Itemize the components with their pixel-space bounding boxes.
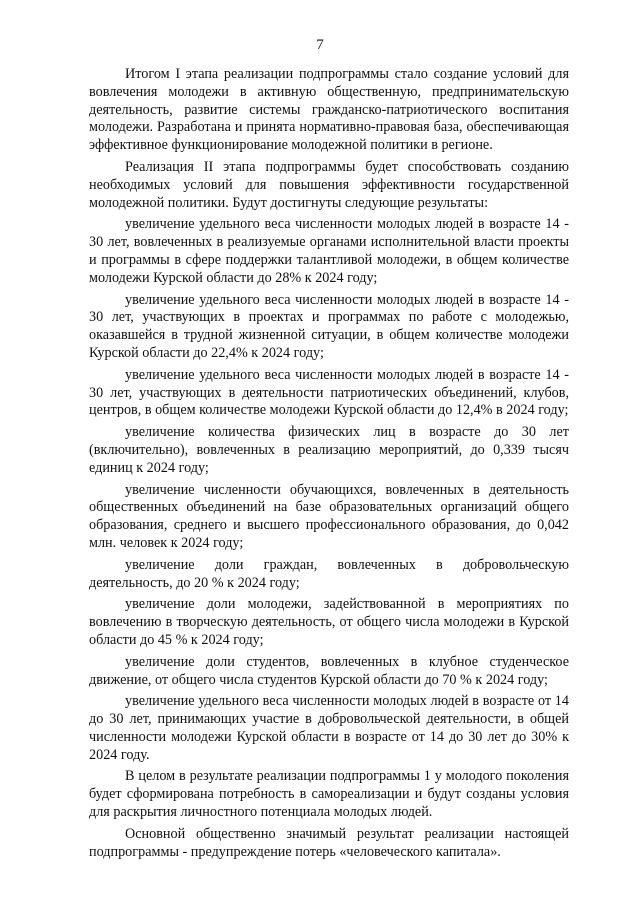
result-item-student-clubs: увеличение доли студентов, вовлеченных в клубное студенческое движение, от общего числа студентов Курской области до 70 % к 2024 году; xyxy=(89,653,569,688)
paragraph-main-result: Основной общественно значимый результат реализации настоящей подпрограммы - предупреждение потерь «человеческого капитала». xyxy=(89,825,569,860)
page-number: 7 xyxy=(316,37,324,53)
result-item-talented-youth: увеличение удельного веса численности молодых людей в возрасте 14 - 30 лет, вовлеченных в реализуемые органами исполнительной власти проекты и программы в сфере поддержки талантливой молодежи, в общем количестве молодежи Курской области до 28% к 2024 году; xyxy=(89,216,569,286)
paragraph-summary-stage-1: Итогом I этапа реализации подпрограммы стало создание условий для вовлечения молодежи в активную общественную, предпринимательскую деятельность, развитие системы гражданско-патриотического воспитания молодежи. Разработана и принята нормативно-правовая база, обеспечивающая эффективное функционирование молодежной политики в регионе. xyxy=(89,66,569,154)
paragraph-overall-result: В целом в результате реализации подпрограммы 1 у молодого поколения будет сформирована потребность в самореализации и будут созданы условия для раскрытия личностного потенциала молодых людей. xyxy=(89,768,569,821)
paragraph-stage-2-intro: Реализация II этапа подпрограммы будет способствовать созданию необходимых условий для повышения эффективности государственной молодежной политики. Будут достигнуты следующие результаты: xyxy=(89,158,569,211)
result-item-volunteer-youth: увеличение удельного веса численности молодых людей в возрасте от 14 до 30 лет, принимающих участие в добровольческой деятельности, в общей численности молодежи Курской области в возрасте от 14 до 30 лет до 30% к 2024 году. xyxy=(89,693,569,763)
result-item-difficult-situation: увеличение удельного веса численности молодых людей в возрасте 14 - 30 лет, участвующих в проектах и программах по работе с молодежью, оказавшейся в трудной жизненной ситуации, в общем количестве молодежи Курской области до 22,4% к 2024 году; xyxy=(89,291,569,361)
result-item-individuals-events: увеличение количества физических лиц в возрасте до 30 лет (включительно), вовлеченных в реализацию мероприятий, до 0,339 тысяч единиц к 2024 году; xyxy=(89,424,569,476)
result-item-volunteer-citizens: увеличение доли граждан, вовлеченных в добровольческую деятельность, до 20 % к 2024 году; xyxy=(89,556,569,591)
result-item-patriotic-associations: увеличение удельного веса численности молодых людей в возрасте 14 - 30 лет, участвующих в деятельности патриотических объединений, клубов, центров, в общем количестве молодежи Курской области до 12,4% в 2024 году; xyxy=(89,366,569,419)
result-item-creative-activity: увеличение доли молодежи, задействованной в мероприятиях по вовлечению в творческую деятельность, от общего числа молодежи в Курской области до 45 % к 2024 году; xyxy=(89,596,569,648)
document-body xyxy=(89,66,569,865)
result-item-students-associations: увеличение численности обучающихся, вовлеченных в деятельность общественных объединений на базе образовательных организаций общего образования, среднего и высшего профессионального образования, до 0,042 млн. человек к 2024 году; xyxy=(89,481,569,551)
